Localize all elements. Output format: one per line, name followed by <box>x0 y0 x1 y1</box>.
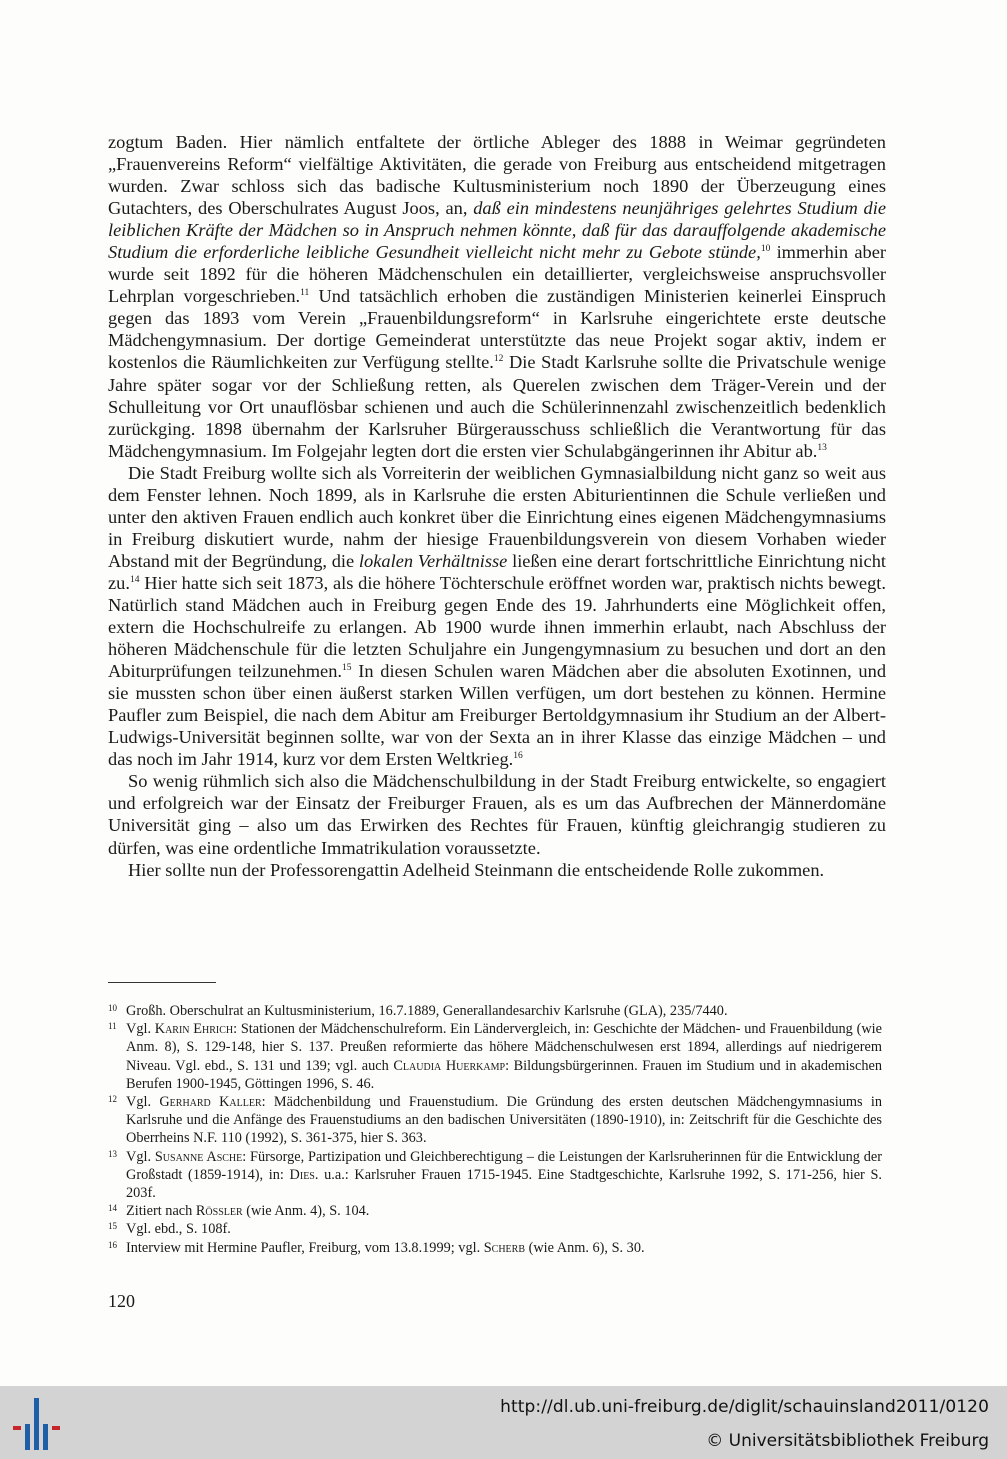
footnote-ref: 15 <box>342 663 352 674</box>
footnote-13: 13 Vgl. Susanne Asche: Fürsorge, Partizipation und Gleichberechtigung – die Leistungen der Karlsruherinnen für die Entwicklung der Großstadt (1859-1914), in: Dies. u.a.: Karlsruher Frauen 1715-1945. Eine Stadtgeschichte, Karlsruhe 1992, S. 171-256, hier S. 203f. <box>108 1148 882 1203</box>
footnote-ref: 11 <box>300 288 310 299</box>
footnote-number: 13 <box>108 1148 117 1159</box>
author-name: Rössler <box>195 1203 243 1220</box>
italic-quote: daß ein mindestens neunjähriges gelehrtes Studium die leiblichen Kräfte der Mädchen so in Anspruch nehmen könnte, daß für das darauffolgende akademische Studium die erforderliche leibliche Gesundheit vielleicht nicht mehr zu Gebote stünde, <box>108 198 886 263</box>
author-name: Karin Ehrich <box>154 1021 234 1038</box>
footnote-10: 10 Großh. Oberschulrat an Kultusministerium, 16.7.1889, Generallandesarchiv Karlsruhe (GLA), 235/7440. <box>108 1002 882 1020</box>
footnote-ref: 13 <box>817 442 827 453</box>
main-text <box>108 131 886 881</box>
footnote-15: 15 Vgl. ebd., S. 108f. <box>108 1220 882 1238</box>
footnote-11: 11 Vgl. Karin Ehrich: Stationen der Mädchenschulreform. Ein Ländervergleich, in: Geschichte der Mädchen- und Frauenbildung (wie Anm. 8), S. 129-148, hier S. 137. Preußen reformierte das höhere Mädchenschulwesen erst 1894, allerdings auf niedrigerem Niveau. Vgl. ebd., S. 131 und 139; vgl. auch Claudia Huerkamp: Bildungsbürgerinnen. Frauen im Studium und in akademischen Berufen 1900-1945, Göttingen 1996, S. 46. <box>108 1020 882 1093</box>
author-name: Claudia Huerkamp <box>393 1057 506 1074</box>
footnotes <box>108 1002 882 1257</box>
author-name: Susanne Asche <box>154 1148 243 1165</box>
paragraph-3: So wenig rühmlich sich also die Mädchenschulbildung in der Stadt Freiburg entwickelte, so engagiert und erfolgreich war der Einsatz der Freiburger Frauen, als es um das Aufbrechen der Männerdomäne Universität ging – also um das Erwirken des Rechtes für Frauen, künftig gleichrangig studieren zu dürfen, was eine ordentliche Immatrikulation voraussetzte. <box>108 771 886 858</box>
footnote-ref: 16 <box>513 751 523 762</box>
paragraph-1: zogtum Baden. Hier nämlich entfaltete der örtliche Ableger des 1888 in Weimar gegründeten „Frauenvereins Reform“ vielfältige Aktivitäten, die gerade von Freiburg aus entscheidend mitgetragen wurden. Zwar schloss sich das badische Kultusministerium noch 1890 der Überzeugung eines Gutachters, des Oberschulrates August Joos, an, daß ein mindestens neunjähriges gelehrtes Studium die leiblichen Kräfte der Mädchen so in Anspruch nehmen könnte, daß für das darauffolgende akademische Studium die erforderliche leibliche Gesundheit vielleicht nicht mehr zu Gebote stünde,$^{10}$ immerhin aber wurde seit 1892 für die höheren Mädchenschulen ein detaillierter, vergleichsweise anspruchsvoller Lehrplan vorgeschrieben.$^{11}$ Und tatsächlich erhoben die zuständigen Ministerien keinerlei Einspruch gegen das 1893 vom Verein „Frauenbildungsreform“ in Karlsruhe eingerichtete erste deutsche Mädchengymnasium. Der dortige Gemeinderat unterstützte das neue Projekt sogar aktiv, indem er kostenlos die Räumlichkeiten zur Verfügung stellte.$^{12}$ Die Stadt Karlsruhe sollte die Privatschule wenige Jahre später sogar vor der Schließung retten, als Querelen zwischen dem Träger-Verein und der Schulleitung vor Ort unauflösbar schienen und auch die Schülerinnenzahl zwischenzeitlich bedenklich zurückging. 1898 übernahm der Karlsruher Bürgerausschuss schließlich die Verantwortung für das Mädchengymnasium. Im Folgejahr legten dort die ersten vier Schulabgängerinnen ihr Abitur ab.$^{13}$ <box>108 132 886 461</box>
footnote-16: 16 Interview mit Hermine Paufler, Freiburg, vom 13.8.1999; vgl. Scherb (wie Anm. 6), S. 30. <box>108 1239 882 1257</box>
author-name: Scherb <box>483 1239 526 1256</box>
footnote-12: 12 Vgl. Gerhard Kaller: Mädchenbildung und Frauenstudium. Die Gründung des ersten deutschen Mädchengymnasiums in Karlsruhe und die Anfänge des Frauenstudiums an den badischen Universitäten (1890-1910), in: Zeitschrift für die Geschichte des Oberrheins N.F. 110 (1992), S. 361-375, hier S. 363. <box>108 1093 882 1148</box>
footnote-number: 16 <box>108 1239 117 1250</box>
ub-freiburg-logo-icon <box>12 1398 62 1450</box>
footnote-14: 14 Zitiert nach Rössler (wie Anm. 4), S. 104. <box>108 1202 882 1220</box>
footnote-ref: 10 <box>760 244 771 255</box>
author-name: Dies. <box>289 1166 319 1183</box>
footnote-ref: 14 <box>129 574 140 585</box>
footnote-number: 10 <box>108 1003 117 1013</box>
copyright-notice: © Universitätsbibliothek Freiburg <box>706 1431 989 1451</box>
permalink-url[interactable]: http://dl.ub.uni-freiburg.de/diglit/schauinsland2011/0120 <box>500 1397 989 1417</box>
paragraph-2: Die Stadt Freiburg wollte sich als Vorreiterin der weiblichen Gymnasialbildung nicht ganz so weit aus dem Fenster lehnen. Noch 1899, als in Karlsruhe die ersten Abiturientinnen die Schule verließen und unter den aktiven Frauen endlich auch konkret über die Einrichtung eines eigenen Mädchengymnasiums in Freiburg diskutiert wurde, nahm der hiesige Frauenbildungsverein von diesem Vorhaben wieder Abstand mit der Begründung, die lokalen Verhältnisse ließen eine derart fortschrittliche Einrichtung nicht zu.$^{14}$ Hier hatte sich seit 1873, als die höhere Töchterschule eröffnet worden war, praktisch nichts bewegt. Natürlich stand Mädchen auch in Freiburg gegen Ende des 19. Jahrhunderts eine Möglichkeit offen, extern die Hochschulreife zu erlangen. Ab 1900 wurde ihnen immerhin erlaubt, nach Abschluss der höheren Mädchenschule für die letzten Schuljahre ein Jungengymnasium zu besuchen und dort an den Abiturprüfungen teilzunehmen.$^{15}$ In diesen Schulen waren Mädchen aber die absoluten Exotinnen, und sie mussten schon über einen äußerst starken Willen verfügen, um dort bestehen zu können. Hermine Paufler zum Beispiel, die nach dem Abitur am Freiburger Bertoldgymnasium ihr Studium an der Albert-Ludwigs-Universität beginnen sollte, war von der Sexta an in ihrer Klasse das einzige Mädchen – und das noch im Jahr 1914, kurz vor dem Ersten Weltkrieg.$^{16}$ <box>108 462 887 770</box>
footnote-number: 11 <box>108 1021 117 1032</box>
footnote-ref: 12 <box>493 354 504 365</box>
page-number: 120 <box>108 1291 135 1311</box>
footnote-number: 14 <box>108 1203 117 1214</box>
footnote-number: 12 <box>108 1094 117 1105</box>
paragraph-4: Hier sollte nun der Professorengattin Adelheid Steinmann die entscheidende Rolle zukommen. <box>128 859 825 880</box>
italic-quote: lokalen Verhältnisse <box>358 550 508 571</box>
footnote-divider <box>108 982 216 983</box>
footnote-number: 15 <box>108 1221 117 1232</box>
author-name: Gerhard Kaller <box>159 1094 262 1111</box>
